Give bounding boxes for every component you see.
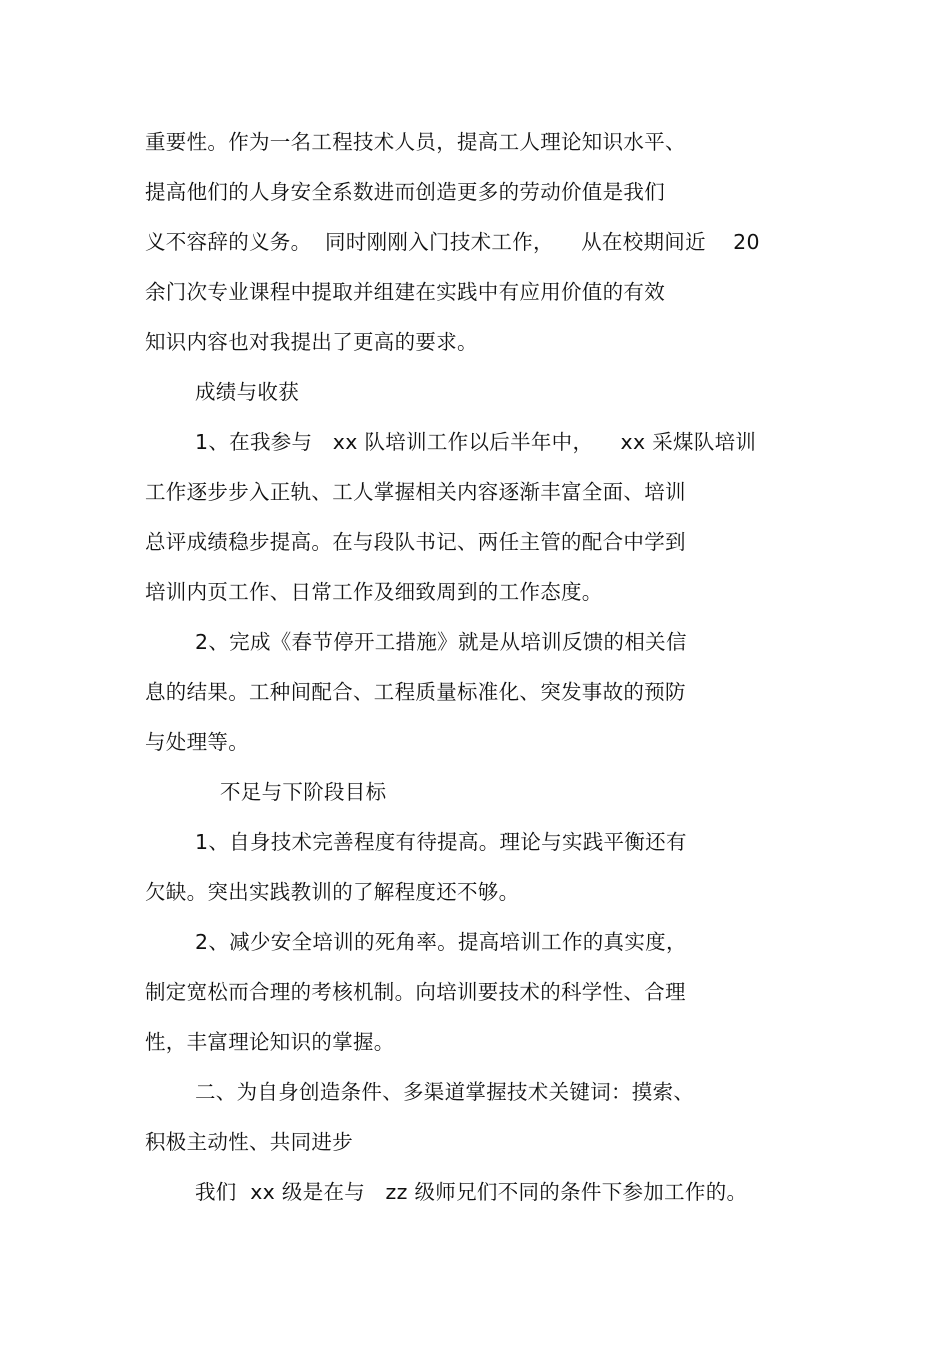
text-line: 息的结果。工种间配合、工程质量标准化、突发事故的预防: [145, 680, 686, 704]
text-line: 余门次专业课程中提取并组建在实践中有应用价值的有效: [145, 280, 665, 304]
text-line: 制定宽松而合理的考核机制。向培训要技术的科学性、合理: [145, 980, 686, 1004]
text-line: 2、完成《春节停开工措施》就是从培训反馈的相关信: [195, 630, 687, 654]
text-line: 提高他们的人身安全系数进而创造更多的劳动价值是我们: [145, 180, 665, 204]
text-line: 工作逐步步入正轨、工人掌握相关内容逐渐丰富全面、培训: [145, 480, 686, 504]
text-line: 义不容辞的义务。 同时刚刚入门技术工作， 从在校期间近 20: [145, 230, 760, 254]
text-line: 总评成绩稳步提高。在与段队书记、两任主管的配合中学到: [145, 530, 686, 554]
text-line: 1、在我参与 xx 队培训工作以后半年中， xx 采煤队培训: [195, 430, 757, 454]
section-heading: 成绩与收获: [195, 380, 299, 404]
text-line: 积极主动性、共同进步: [145, 1130, 353, 1154]
text-line: 与处理等。: [145, 730, 249, 754]
text-line: 我们 xx 级是在与 zz 级师兄们不同的条件下参加工作的。: [195, 1180, 748, 1204]
section-heading: 不足与下阶段目标: [220, 780, 387, 804]
text-line: 知识内容也对我提出了更高的要求。: [145, 330, 478, 354]
text-line: 欠缺。突出实践教训的了解程度还不够。: [145, 880, 520, 904]
text-line: 2、减少安全培训的死角率。提高培训工作的真实度，: [195, 930, 687, 954]
text-line: 重要性。作为一名工程技术人员，提高工人理论知识水平、: [145, 130, 686, 154]
text-line: 1、自身技术完善程度有待提高。理论与实践平衡还有: [195, 830, 687, 854]
section-heading: 二、为自身创造条件、多渠道掌握技术关键词：摸索、: [195, 1080, 695, 1104]
text-line: 性，丰富理论知识的掌握。: [145, 1030, 395, 1054]
text-line: 培训内页工作、日常工作及细致周到的工作态度。: [145, 580, 603, 604]
